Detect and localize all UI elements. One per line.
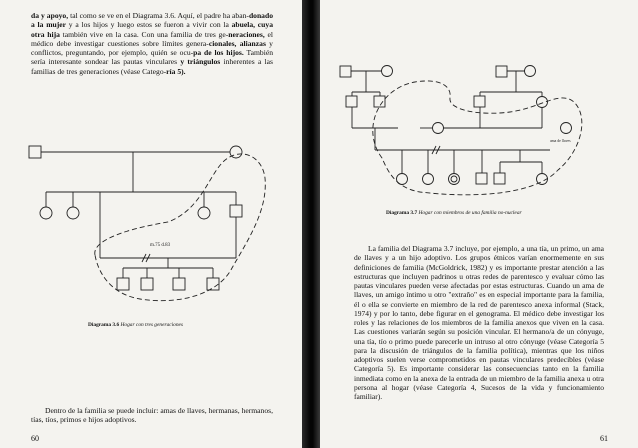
text-run: neraciones,	[228, 29, 265, 39]
genogram-male-node	[141, 278, 153, 290]
genogram-annotation: m.75 d.83	[150, 243, 171, 248]
genogram-female-node	[525, 66, 536, 77]
text-run: da y apoyo,	[31, 11, 69, 20]
text-run: cionales, alianzas	[208, 38, 266, 48]
text-run: pa de los hijos.	[193, 48, 244, 58]
genogram-female-node	[423, 174, 434, 185]
right-page	[320, 0, 638, 448]
right-paragraph: La familia del Diagrama 3.7 incluye, por ejemplo, a una tía, un primo, un ama de llaves y a un hijo adoptivo. Los grupos étnicos varían enormemente en sus definiciones de familia (McGoldrick, 1982) y es importante prestar atención a las estructuras que incluyen padrinos u otras redes de parentesco y evaluar cómo las pautas vinculares pueden verse afectadas por estas estructuras. Cuando un ama de llaves, un amigo íntimo u otro "extraño" es en especial importante para la familia, él o ella se convierte en miembro de la red de parentesco anexa informal (Stack, 1974) y por lo tanto, debe figurar en el genograma. El médico debe investigar los roles y las relaciones de los miembros de la familia anexos que viven en la casa. Las cuestiones variarán según su posición vincular. El hermano/a de un cónyuge, una tía, tío o primo puede parecerle un intruso al otro cónyuge (véase Categoría 5 para la discusión de triángulos de la familia política), mientras que los niños adoptivos suelen verse comprometidos en pautas vinculares predecibles (véase Categoría 5). Es importante considerar las consecuencias tanto en la familia inmediata como en la anexa de la entrada de un miembro de la familia anexa u otra persona al hogar (véase Categoría 4, Sucesos de la vida y funcionamiento familiar).	[354, 244, 604, 401]
genogram-female-node	[198, 207, 210, 219]
text-run: y a los hijos y luego estos se fueron a vivir con la	[66, 20, 232, 30]
genogram-male-node	[346, 96, 357, 107]
genogram-male-node	[117, 278, 129, 290]
genogram-female-node	[67, 207, 79, 219]
genogram-diagram-3-6	[0, 0, 302, 448]
text-run: inherentes a las familias de tres generaciones (véase Catego-	[31, 57, 273, 76]
genogram-housekeeper-node	[561, 123, 572, 134]
genogram-male-node	[494, 173, 505, 184]
text-run: tal como se ve en el Diagrama 3.6. Aquí, el padre ha aban-	[68, 11, 249, 20]
left-page	[0, 0, 302, 448]
genogram-female-node	[433, 123, 444, 134]
genogram-annotation: ama de llaves	[550, 139, 571, 143]
book-gutter	[302, 0, 320, 448]
genogram-male-node	[340, 66, 351, 77]
caption-text: Hogar con tres generaciones	[119, 322, 184, 328]
genogram-female-node	[537, 97, 548, 108]
genogram-male-node	[207, 278, 219, 290]
text-run: abuela, cuya otra hija	[31, 20, 273, 39]
genogram-female-node-inner	[451, 176, 457, 182]
text-run: donado a la mujer	[31, 11, 273, 30]
genogram-male-node	[476, 173, 487, 184]
caption-label: Diagrama 3.7	[386, 210, 418, 216]
genogram-male-node	[29, 146, 41, 158]
text-run: también vive en la casa. Con una familia de tres ge-	[59, 29, 229, 39]
text-run: También sería interesante sondear las pautas vinculares	[31, 48, 273, 67]
text-run: y conflictos, preguntando, por ejemplo, quién se ocu-	[31, 38, 273, 58]
diagram-3-7-caption	[386, 210, 522, 216]
caption-label: Diagrama 3.6	[88, 322, 120, 328]
page-number-left: 60	[31, 434, 39, 443]
left-paragraph-2: Dentro de la familia se puede incluir: amas de llaves, hermanas, hermanos, tías, tíos, primos e hijos adoptivos.	[31, 406, 273, 425]
genogram-female-node	[382, 66, 393, 77]
genogram-female-node	[40, 207, 52, 219]
genogram-male-node	[173, 278, 185, 290]
genogram-male-node	[474, 96, 485, 107]
caption-text: Hogar con miembros de una familia no-nuclear	[417, 210, 522, 216]
text-run: el médico debe investigar cuestiones sobre límites genera-	[31, 29, 273, 48]
text-run: ría 5).	[166, 66, 186, 76]
diagram-3-6-caption	[88, 322, 183, 328]
text-run: y triángulos	[180, 57, 221, 67]
genogram-male-node	[496, 66, 507, 77]
genogram-male-node	[230, 205, 242, 217]
page-number-right: 61	[600, 434, 608, 443]
